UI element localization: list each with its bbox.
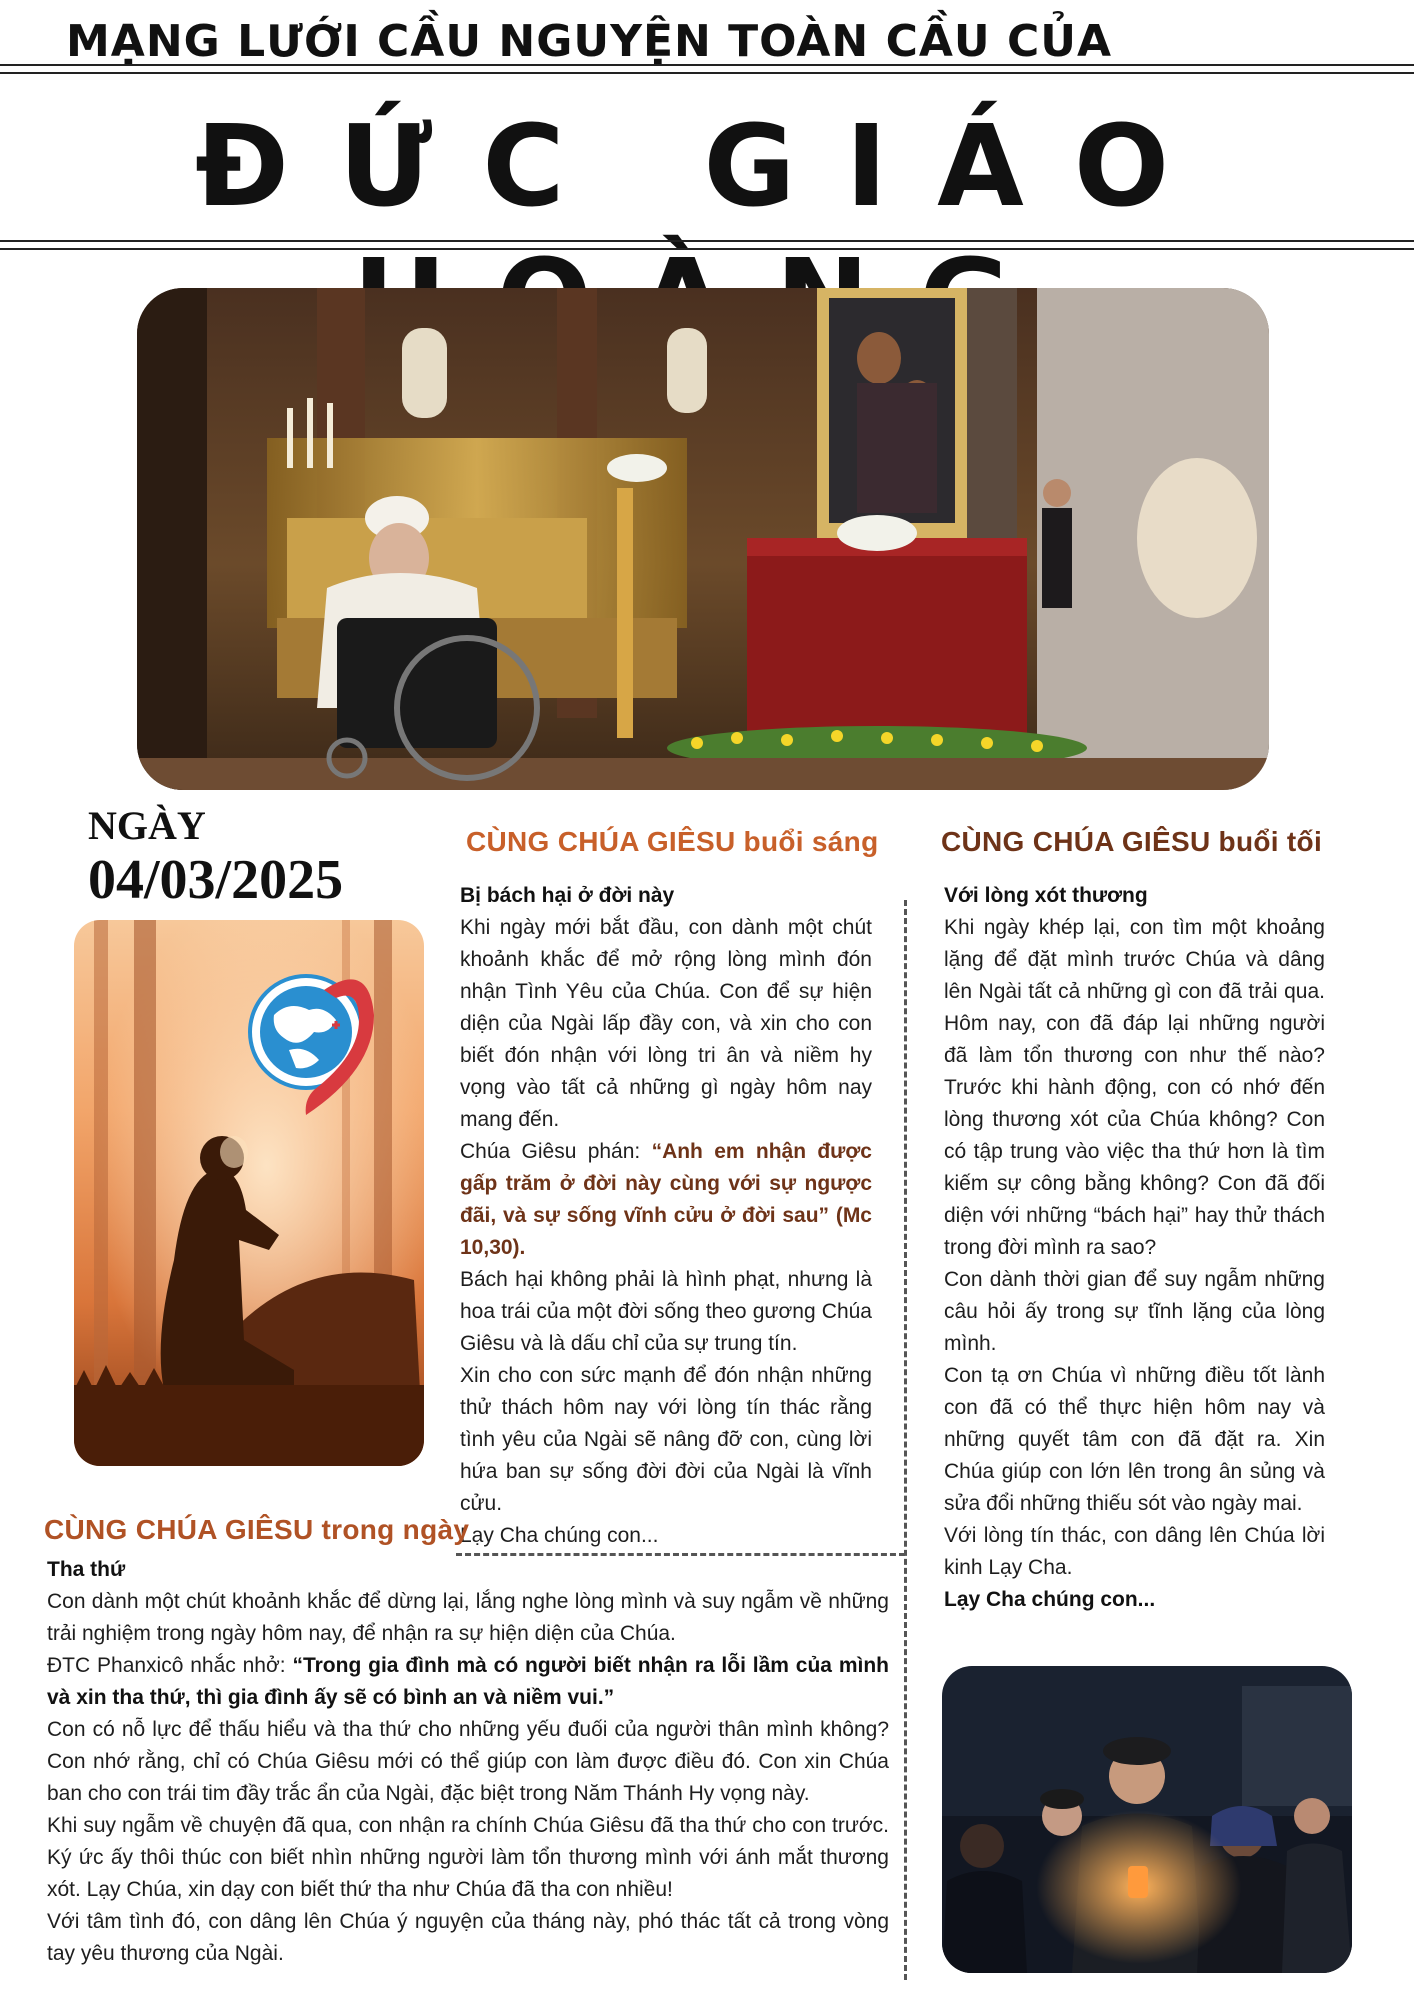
prayer-illustration: [74, 920, 424, 1466]
daytime-paragraph-3: Con có nỗ lực để thấu hiểu và tha thứ cho những yếu đuối của người thân mình không? Con nhớ rằng, chỉ có Chúa Giêsu mới có thể giúp con làm được điều đó. Con xin Chúa ban cho con trái tim đầy trắc ẩn của Ngài, đặc biệt trong Năm Thánh Hy vọng này.: [47, 1718, 889, 1805]
masthead-rule-bottom-1: [0, 240, 1414, 242]
daytime-section: [47, 1554, 889, 1970]
daytime-paragraph-4: Khi suy ngẫm về chuyện đã qua, con nhận ra chính Chúa Giêsu đã tha thứ cho con trước. Ký ức ấy thôi thúc con biết nhìn những người làm tổn thương mình với ánh mắt thương xót. Lạy Chúa, xin dạy con biết thứ tha như Chúa đã tha con nhiều!: [47, 1814, 889, 1901]
masthead-supertitle: MẠNG LƯỚI CẦU NGUYỆN TOÀN CẦU CỦA: [66, 16, 1113, 67]
hero-photo: [137, 288, 1269, 790]
evening-paragraph-2: Con dành thời gian để suy ngẫm những câu hỏi ấy trong sự tĩnh lặng của lòng mình.: [944, 1268, 1325, 1355]
evening-paragraph-3: Con tạ ơn Chúa vì những điều tốt lành con đã có thể thực hiện hôm nay và những quyết tâm con đã đặt ra. Xin Chúa giúp con lớn lên trong ân sủng và sửa đổi những thiếu sót vào ngày mai.: [944, 1364, 1325, 1515]
morning-subtitle: Bị bách hại ở đời này: [460, 884, 675, 907]
masthead-rule-bottom-2: [0, 248, 1414, 250]
daytime-subtitle: Tha thứ: [47, 1558, 126, 1581]
crowd-photo: [942, 1666, 1352, 1973]
daytime-quote-lead: ĐTC Phanxicô nhắc nhở:: [47, 1654, 293, 1677]
morning-heading: CÙNG CHÚA GIÊSU buổi sáng: [466, 826, 879, 857]
column-divider-vertical: [904, 900, 907, 1980]
daytime-paragraph-1: Con dành một chút khoảnh khắc để dừng lại, lắng nghe lòng mình và suy ngẫm về những trải nghiệm trong ngày hôm nay, để nhận ra sự hiện diện của Chúa.: [47, 1590, 889, 1645]
morning-paragraph-4: Xin cho con sức mạnh để đón nhận những thử thách hôm nay với lòng tín thác rằng tình yêu của Ngài sẽ nâng đỡ con, cùng lời hứa ban sự sống đời đời của Ngài là vĩnh cửu.: [460, 1364, 872, 1515]
morning-paragraph-2: [460, 1136, 872, 1264]
morning-section: [460, 880, 872, 1552]
morning-quote-lead: Chúa Giêsu phán:: [460, 1140, 652, 1163]
morning-paragraph-3: Bách hại không phải là hình phạt, nhưng là hoa trái của một đời sống theo gương Chúa Giêsu và là dấu chỉ của sự trung tín.: [460, 1268, 872, 1355]
daytime-paragraph-2: [47, 1650, 889, 1714]
evening-paragraph-1: Khi ngày khép lại, con tìm một khoảng lặng để đặt mình trước Chúa và dâng lên Ngài tất cả những gì con đã trải qua. Hôm nay, con đã đáp lại những người đã làm tổn thương con như thế nào? Trước khi hành động, con có nhớ đến lòng thương xót của Chúa không? Con có tập trung vào việc tha thứ hơn là tìm kiếm sự công bằng không? Con đã đối diện với những “bách hại” hay thử thách trong đời mình ra sao?: [944, 916, 1325, 1259]
evening-heading: CÙNG CHÚA GIÊSU buổi tối: [941, 826, 1323, 857]
pope-quote: “Trong gia đình mà có người biết nhận ra lỗi lầm của mình và xin tha thứ, thì gia đình ấy sẽ có bình an và niềm vui.”: [47, 1654, 889, 1709]
masthead-rule-top-1: [0, 64, 1414, 66]
morning-closing: Lạy Cha chúng con...: [460, 1524, 659, 1547]
daytime-paragraph-5: Với tâm tình đó, con dâng lên Chúa ý nguyện của tháng này, phó thác tất cả trong vòng tay yêu thương của Ngài.: [47, 1910, 889, 1965]
evening-section: [944, 880, 1325, 1616]
date-label: NGÀY: [88, 803, 206, 848]
evening-closing: Lạy Cha chúng con...: [944, 1588, 1156, 1611]
evening-subtitle: Với lòng xót thương: [944, 884, 1148, 907]
daytime-heading: CÙNG CHÚA GIÊSU trong ngày: [44, 1514, 470, 1545]
evening-paragraph-4: Với lòng tín thác, con dâng lên Chúa lời kinh Lạy Cha.: [944, 1524, 1325, 1579]
morning-paragraph-1: Khi ngày mới bắt đầu, con dành một chút khoảnh khắc để mở rộng lòng mình đón nhận Tình Yêu của Chúa. Con để sự hiện diện của Ngài lấp đầy con, và xin cho con biết đón nhận với lòng tri ân và niềm hy vọng vào tất cả những gì ngày hôm nay mang đến.: [460, 916, 872, 1131]
masthead-title: ĐỨC GIÁO: [194, 102, 1220, 232]
masthead-rule-top-2: [0, 72, 1414, 74]
scripture-quote: “Anh em nhận được gấp trăm ở đời này cùng với sự ngược đãi, và sự sống vĩnh cửu ở đời sau” (Mc 10,30).: [460, 1140, 872, 1259]
date-value: 04/03/2025: [88, 849, 344, 911]
